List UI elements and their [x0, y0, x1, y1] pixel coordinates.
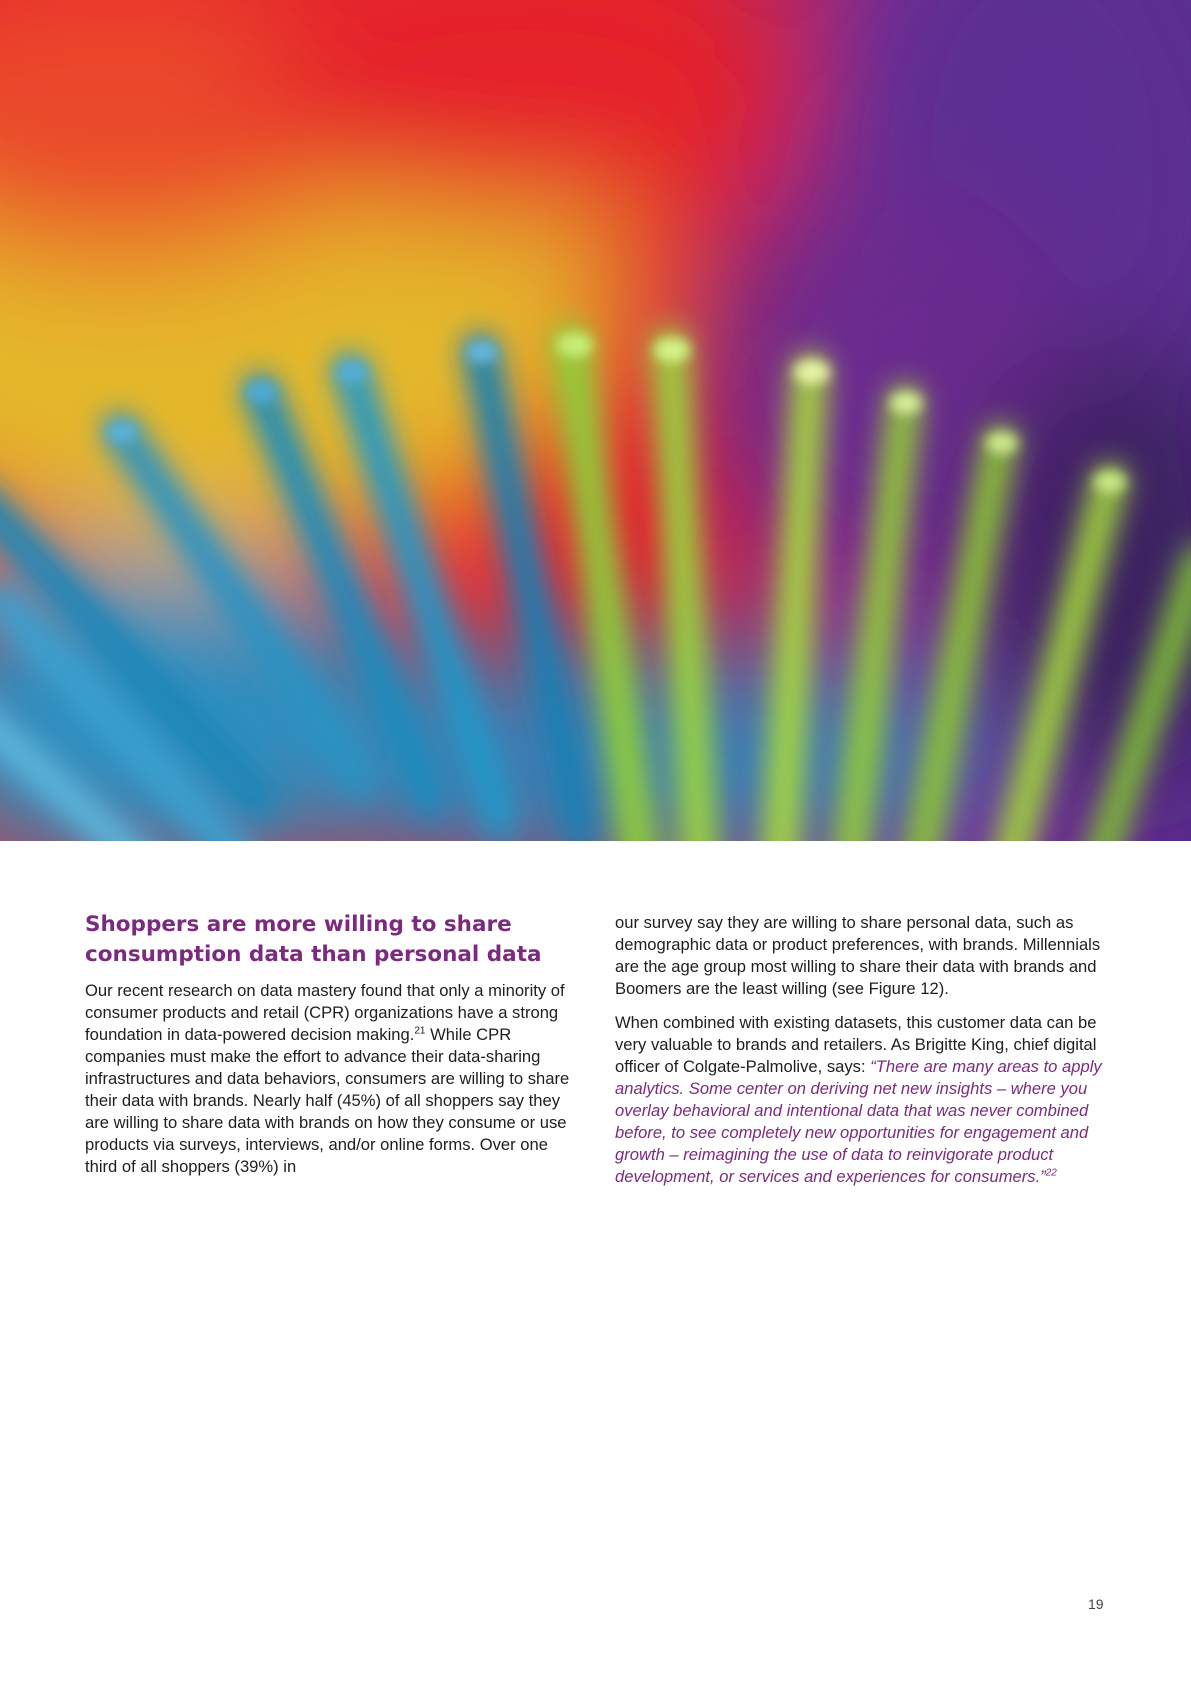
section-heading-line-1: Shoppers are more willing to share [85, 912, 512, 937]
footnote-ref-22: 22 [1045, 1167, 1057, 1179]
pull-quote: “There are many areas to apply analytics. Some center on deriving net new insights – where you overlay behavioral and intentional data that was never combined before, to see completely new opportunities for engagement and growth – reimagining the use of data to reinvigorate product development, or services and experiences for consumers.” [615, 1057, 1102, 1186]
hero-photo-abstract-straws [0, 0, 1191, 841]
hero-image [0, 0, 1191, 841]
body-paragraph-1-continued: While CPR companies must make the effort to advance their data-sharing infrastructures and data behaviors, consumers are willing to share their data with brands. Nearly half (45%) of all shoppers say they are willing to share data with brands on how they consume or use products via surveys, interviews, and/or online forms. Over one third of all shoppers (39%) in [85, 1025, 570, 1176]
body-paragraph-1 [85, 980, 577, 1178]
left-column [85, 910, 577, 1190]
footnote-ref-21: 21 [414, 1025, 426, 1037]
page-number: 19 [1088, 1596, 1104, 1612]
section-heading [85, 910, 577, 970]
body-paragraph-3 [615, 1012, 1105, 1188]
body-paragraph-2: our survey say they are willing to share personal data, such as demographic data or product preferences, with brands. Millennials are the age group most willing to share their data with brands and Boomers are the least willing (see Figure 12). [615, 913, 1101, 998]
body-paragraph-3-text: When combined with existing datasets, this customer data can be very valuable to brands and retailers. As Brigitte King, chief digital officer of Colgate-Palmolive, says: [615, 1013, 1097, 1076]
body-paragraph-1-text: Our recent research on data mastery found that only a minority of consumer products and retail (CPR) organizations have a strong foundation in data-powered decision making. [85, 981, 565, 1044]
right-column [615, 912, 1105, 1200]
section-heading-line-2: consumption data than personal data [85, 942, 542, 967]
